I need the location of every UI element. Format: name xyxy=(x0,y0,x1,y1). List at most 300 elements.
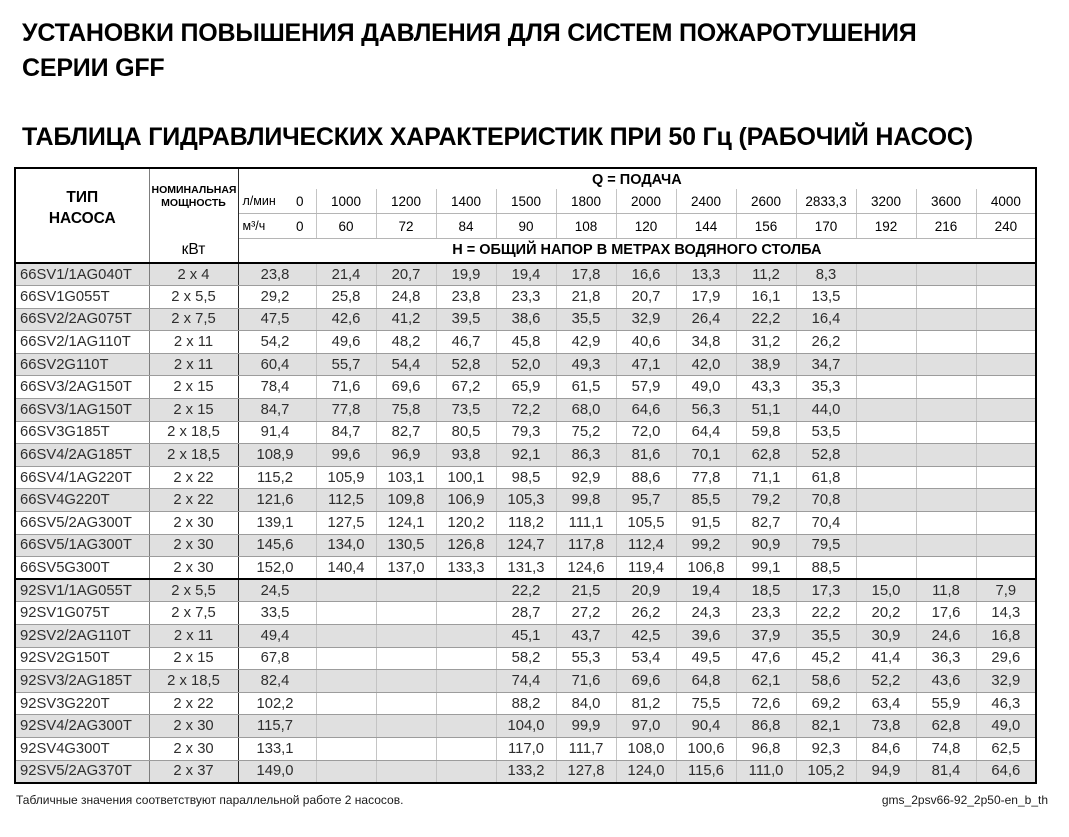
pump-type-cell: 92SV4G300T xyxy=(15,737,149,760)
head-value-cell: 119,4 xyxy=(616,557,676,580)
head-value-cell xyxy=(976,286,1036,309)
head-value-cell: 105,9 xyxy=(316,466,376,489)
head-value-cell: 106,9 xyxy=(436,489,496,512)
head-value-cell: 73,5 xyxy=(436,399,496,422)
head-value-cell: 37,9 xyxy=(736,625,796,648)
head-value-cell xyxy=(916,376,976,399)
head-value-cell: 149,0 xyxy=(238,760,316,783)
head-value-cell: 41,4 xyxy=(856,647,916,670)
head-value-cell: 58,6 xyxy=(796,670,856,693)
head-value-cell xyxy=(376,760,436,783)
table-row xyxy=(15,625,1036,648)
head-value-cell: 85,5 xyxy=(676,489,736,512)
pump-type-cell: 92SV2/2AG110T xyxy=(15,625,149,648)
head-value-cell xyxy=(856,444,916,467)
head-value-cell: 53,5 xyxy=(796,421,856,444)
table-row xyxy=(15,692,1036,715)
head-value-cell: 84,6 xyxy=(856,737,916,760)
head-value-cell xyxy=(976,557,1036,580)
head-value-cell: 60,4 xyxy=(238,353,316,376)
head-value-cell xyxy=(916,308,976,331)
head-value-cell: 70,8 xyxy=(796,489,856,512)
head-value-cell: 21,8 xyxy=(556,286,616,309)
head-value-cell: 54,2 xyxy=(238,331,316,354)
head-value-cell xyxy=(376,692,436,715)
table-row xyxy=(15,308,1036,331)
head-value-cell: 11,8 xyxy=(916,579,976,602)
head-value-cell: 90,4 xyxy=(676,715,736,738)
head-value-cell: 127,8 xyxy=(556,760,616,783)
head-value-cell: 58,2 xyxy=(496,647,556,670)
head-value-cell xyxy=(976,308,1036,331)
head-value-cell xyxy=(916,444,976,467)
head-value-cell: 8,3 xyxy=(796,263,856,286)
head-value-cell: 115,7 xyxy=(238,715,316,738)
head-value-cell: 61,8 xyxy=(796,466,856,489)
head-value-cell: 62,1 xyxy=(736,670,796,693)
head-value-cell: 55,9 xyxy=(916,692,976,715)
head-value-cell: 70,4 xyxy=(796,512,856,535)
flow-lmin-value: 1800 xyxy=(556,189,616,214)
pump-type-cell: 66SV2/2AG075T xyxy=(15,308,149,331)
table-row xyxy=(15,331,1036,354)
head-value-cell: 62,8 xyxy=(736,444,796,467)
head-value-cell: 118,2 xyxy=(496,512,556,535)
head-value-cell: 47,5 xyxy=(238,308,316,331)
head-value-cell: 84,7 xyxy=(238,399,316,422)
head-value-cell xyxy=(376,602,436,625)
flow-lmin-value: 2833,3 xyxy=(796,189,856,214)
power-cell: 2 x 11 xyxy=(149,353,238,376)
head-value-cell: 130,5 xyxy=(376,534,436,557)
head-value-cell xyxy=(856,286,916,309)
head-value-cell xyxy=(376,625,436,648)
head-value-cell: 75,5 xyxy=(676,692,736,715)
head-value-cell: 64,8 xyxy=(676,670,736,693)
head-value-cell: 93,8 xyxy=(436,444,496,467)
head-value-cell: 20,9 xyxy=(616,579,676,602)
head-value-cell: 22,2 xyxy=(496,579,556,602)
head-value-cell: 64,6 xyxy=(976,760,1036,783)
head-value-cell xyxy=(856,534,916,557)
head-value-cell xyxy=(976,444,1036,467)
flow-lmin-value: 2000 xyxy=(616,189,676,214)
head-value-cell: 81,2 xyxy=(616,692,676,715)
head-value-cell: 49,0 xyxy=(976,715,1036,738)
head-value-cell: 34,8 xyxy=(676,331,736,354)
head-value-cell: 11,2 xyxy=(736,263,796,286)
head-value-cell: 35,5 xyxy=(796,625,856,648)
page-title xyxy=(22,16,1069,86)
head-value-cell: 52,8 xyxy=(436,353,496,376)
flow-lmin-value: 2400 xyxy=(676,189,736,214)
head-value-cell: 88,5 xyxy=(796,557,856,580)
head-value-cell xyxy=(316,579,376,602)
head-value-cell: 45,2 xyxy=(796,647,856,670)
head-value-cell: 49,5 xyxy=(676,647,736,670)
power-cell: 2 x 37 xyxy=(149,760,238,783)
flow-lmin-value: 1400 xyxy=(436,189,496,214)
head-value-cell: 51,1 xyxy=(736,399,796,422)
flow-lmin-value: 0 xyxy=(295,193,304,209)
head-value-cell: 23,3 xyxy=(736,602,796,625)
head-value-cell: 29,2 xyxy=(238,286,316,309)
head-value-cell: 26,2 xyxy=(796,331,856,354)
head-value-cell xyxy=(856,308,916,331)
head-value-cell: 42,9 xyxy=(556,331,616,354)
head-value-cell: 19,4 xyxy=(676,579,736,602)
head-value-cell xyxy=(436,625,496,648)
table-row xyxy=(15,760,1036,783)
flow-m3h-value: 192 xyxy=(856,214,916,239)
head-value-cell: 59,8 xyxy=(736,421,796,444)
table-row xyxy=(15,579,1036,602)
pump-type-cell: 66SV5G300T xyxy=(15,557,149,580)
doc-code: gms_2psv66-92_2p50-en_b_th xyxy=(881,792,1048,807)
head-value-cell: 48,2 xyxy=(376,331,436,354)
head-value-cell: 108,0 xyxy=(616,737,676,760)
head-value-cell: 79,2 xyxy=(736,489,796,512)
flow-m3h-first-cell xyxy=(238,214,316,239)
pump-type-cell: 66SV1/1AG040T xyxy=(15,263,149,286)
col-header-total-head: Н = ОБЩИЙ НАПОР В МЕТРАХ ВОДЯНОГО СТОЛБА xyxy=(238,238,1036,263)
head-value-cell xyxy=(916,512,976,535)
table-row xyxy=(15,353,1036,376)
head-value-cell: 52,2 xyxy=(856,670,916,693)
head-value-cell: 99,1 xyxy=(736,557,796,580)
head-value-cell: 79,5 xyxy=(796,534,856,557)
head-value-cell: 23,3 xyxy=(496,286,556,309)
head-value-cell: 92,3 xyxy=(796,737,856,760)
head-value-cell: 86,8 xyxy=(736,715,796,738)
head-value-cell: 24,3 xyxy=(676,602,736,625)
head-value-cell: 69,6 xyxy=(616,670,676,693)
head-value-cell: 17,8 xyxy=(556,263,616,286)
head-value-cell: 21,5 xyxy=(556,579,616,602)
head-value-cell xyxy=(316,647,376,670)
head-value-cell: 82,7 xyxy=(376,421,436,444)
power-cell: 2 x 7,5 xyxy=(149,308,238,331)
head-value-cell xyxy=(916,489,976,512)
head-value-cell: 27,2 xyxy=(556,602,616,625)
head-value-cell: 24,6 xyxy=(916,625,976,648)
head-value-cell: 124,6 xyxy=(556,557,616,580)
head-value-cell: 117,8 xyxy=(556,534,616,557)
head-value-cell: 134,0 xyxy=(316,534,376,557)
head-value-cell: 46,3 xyxy=(976,692,1036,715)
head-value-cell: 69,6 xyxy=(376,376,436,399)
power-cell: 2 x 22 xyxy=(149,489,238,512)
head-value-cell: 77,8 xyxy=(316,399,376,422)
head-value-cell: 124,1 xyxy=(376,512,436,535)
head-value-cell xyxy=(316,692,376,715)
head-value-cell: 139,1 xyxy=(238,512,316,535)
head-value-cell: 88,2 xyxy=(496,692,556,715)
head-value-cell: 92,9 xyxy=(556,466,616,489)
head-value-cell: 47,6 xyxy=(736,647,796,670)
head-value-cell: 108,9 xyxy=(238,444,316,467)
table-row xyxy=(15,466,1036,489)
head-value-cell: 102,2 xyxy=(238,692,316,715)
head-value-cell: 95,7 xyxy=(616,489,676,512)
table-row xyxy=(15,444,1036,467)
flow-m3h-value: 84 xyxy=(436,214,496,239)
head-value-cell: 99,2 xyxy=(676,534,736,557)
flow-m3h-value: 120 xyxy=(616,214,676,239)
head-value-cell: 152,0 xyxy=(238,557,316,580)
power-cell: 2 x 11 xyxy=(149,625,238,648)
head-value-cell xyxy=(376,715,436,738)
flow-m3h-value: 60 xyxy=(316,214,376,239)
head-value-cell xyxy=(436,602,496,625)
head-value-cell: 43,6 xyxy=(916,670,976,693)
power-cell: 2 x 15 xyxy=(149,647,238,670)
footnote: Табличные значения соответствуют параллельной работе 2 насосов. xyxy=(16,792,404,807)
head-value-cell xyxy=(976,489,1036,512)
head-value-cell xyxy=(856,512,916,535)
pump-type-cell: 66SV2/1AG110T xyxy=(15,331,149,354)
head-value-cell: 140,4 xyxy=(316,557,376,580)
power-cell: 2 x 5,5 xyxy=(149,579,238,602)
head-value-cell: 53,4 xyxy=(616,647,676,670)
pump-type-cell: 66SV2G110T xyxy=(15,353,149,376)
head-value-cell: 30,9 xyxy=(856,625,916,648)
head-value-cell xyxy=(376,647,436,670)
head-value-cell: 72,6 xyxy=(736,692,796,715)
power-cell: 2 x 5,5 xyxy=(149,286,238,309)
head-value-cell: 63,4 xyxy=(856,692,916,715)
head-value-cell xyxy=(316,625,376,648)
head-value-cell: 96,9 xyxy=(376,444,436,467)
head-value-cell: 112,5 xyxy=(316,489,376,512)
head-value-cell: 103,1 xyxy=(376,466,436,489)
table-row xyxy=(15,376,1036,399)
head-value-cell: 106,8 xyxy=(676,557,736,580)
power-cell: 2 x 4 xyxy=(149,263,238,286)
head-value-cell: 111,7 xyxy=(556,737,616,760)
table-row xyxy=(15,263,1036,286)
head-value-cell: 81,6 xyxy=(616,444,676,467)
head-value-cell xyxy=(856,399,916,422)
head-value-cell: 17,9 xyxy=(676,286,736,309)
head-value-cell: 49,3 xyxy=(556,353,616,376)
head-value-cell: 86,3 xyxy=(556,444,616,467)
head-value-cell xyxy=(976,512,1036,535)
head-value-cell: 7,9 xyxy=(976,579,1036,602)
head-value-cell xyxy=(316,602,376,625)
power-cell: 2 x 30 xyxy=(149,715,238,738)
flow-lmin-value: 1500 xyxy=(496,189,556,214)
head-value-cell: 36,3 xyxy=(916,647,976,670)
flow-lmin-value: 1200 xyxy=(376,189,436,214)
nominal-power-label: НОМИНАЛЬНАЯ МОЩНОСТЬ xyxy=(151,184,237,210)
power-cell: 2 x 18,5 xyxy=(149,444,238,467)
head-value-cell: 16,4 xyxy=(796,308,856,331)
head-value-cell: 73,8 xyxy=(856,715,916,738)
head-value-cell xyxy=(916,331,976,354)
head-value-cell: 91,4 xyxy=(238,421,316,444)
head-value-cell: 17,6 xyxy=(916,602,976,625)
head-value-cell: 100,1 xyxy=(436,466,496,489)
power-cell: 2 x 7,5 xyxy=(149,602,238,625)
head-value-cell: 24,5 xyxy=(238,579,316,602)
head-value-cell: 94,9 xyxy=(856,760,916,783)
power-cell: 2 x 15 xyxy=(149,376,238,399)
head-value-cell: 14,3 xyxy=(976,602,1036,625)
head-value-cell: 23,8 xyxy=(238,263,316,286)
head-value-cell: 88,6 xyxy=(616,466,676,489)
table-row xyxy=(15,399,1036,422)
table-row xyxy=(15,557,1036,580)
power-cell: 2 x 22 xyxy=(149,466,238,489)
head-value-cell: 19,9 xyxy=(436,263,496,286)
pump-type-cell: 66SV5/1AG300T xyxy=(15,534,149,557)
head-value-cell xyxy=(916,421,976,444)
head-value-cell: 79,3 xyxy=(496,421,556,444)
unit-m3h-label: м³/ч xyxy=(242,219,266,234)
page-title-line1: УСТАНОВКИ ПОВЫШЕНИЯ ДАВЛЕНИЯ ДЛЯ СИСТЕМ ПОЖАРОТУШЕНИЯ xyxy=(22,19,917,47)
head-value-cell: 52,0 xyxy=(496,353,556,376)
head-value-cell: 64,6 xyxy=(616,399,676,422)
pump-type-cell: 66SV3/2AG150T xyxy=(15,376,149,399)
head-value-cell xyxy=(436,579,496,602)
head-value-cell: 42,5 xyxy=(616,625,676,648)
head-value-cell: 77,8 xyxy=(676,466,736,489)
head-value-cell: 126,8 xyxy=(436,534,496,557)
head-value-cell: 67,8 xyxy=(238,647,316,670)
flow-lmin-first-cell xyxy=(238,189,316,214)
head-value-cell: 55,7 xyxy=(316,353,376,376)
head-value-cell: 56,3 xyxy=(676,399,736,422)
head-value-cell: 117,0 xyxy=(496,737,556,760)
head-value-cell xyxy=(316,715,376,738)
document-page xyxy=(0,16,1069,837)
table-row xyxy=(15,534,1036,557)
head-value-cell: 111,0 xyxy=(736,760,796,783)
head-value-cell: 71,6 xyxy=(556,670,616,693)
head-value-cell: 112,4 xyxy=(616,534,676,557)
page-title-line2: СЕРИИ GFF xyxy=(22,54,165,82)
head-value-cell: 49,4 xyxy=(238,625,316,648)
head-value-cell xyxy=(316,670,376,693)
head-value-cell: 39,6 xyxy=(676,625,736,648)
head-value-cell xyxy=(916,399,976,422)
head-value-cell xyxy=(436,715,496,738)
head-value-cell: 99,8 xyxy=(556,489,616,512)
head-value-cell: 45,1 xyxy=(496,625,556,648)
head-value-cell: 104,0 xyxy=(496,715,556,738)
pump-type-cell: 66SV4/1AG220T xyxy=(15,466,149,489)
head-value-cell: 82,1 xyxy=(796,715,856,738)
head-value-cell: 72,0 xyxy=(616,421,676,444)
head-value-cell: 145,6 xyxy=(238,534,316,557)
head-value-cell: 75,8 xyxy=(376,399,436,422)
pump-type-label-line2: НАСОСА xyxy=(48,209,116,227)
head-value-cell: 55,3 xyxy=(556,647,616,670)
head-value-cell xyxy=(856,557,916,580)
head-value-cell: 62,8 xyxy=(916,715,976,738)
head-value-cell: 38,6 xyxy=(496,308,556,331)
head-value-cell xyxy=(976,466,1036,489)
head-value-cell: 81,4 xyxy=(916,760,976,783)
head-value-cell: 38,9 xyxy=(736,353,796,376)
head-value-cell: 74,8 xyxy=(916,737,976,760)
flow-m3h-value: 240 xyxy=(976,214,1036,239)
head-value-cell xyxy=(976,534,1036,557)
table-row xyxy=(15,421,1036,444)
head-value-cell: 19,4 xyxy=(496,263,556,286)
head-value-cell: 127,5 xyxy=(316,512,376,535)
head-value-cell: 42,6 xyxy=(316,308,376,331)
head-value-cell: 105,2 xyxy=(796,760,856,783)
flow-lmin-value: 2600 xyxy=(736,189,796,214)
pump-type-cell: 92SV1G075T xyxy=(15,602,149,625)
head-value-cell: 120,2 xyxy=(436,512,496,535)
head-value-cell xyxy=(856,466,916,489)
head-value-cell: 84,0 xyxy=(556,692,616,715)
head-value-cell xyxy=(976,399,1036,422)
pump-type-label-line1: ТИП xyxy=(66,188,99,206)
flow-m3h-value: 170 xyxy=(796,214,856,239)
pump-type-cell: 66SV5/2AG300T xyxy=(15,512,149,535)
head-value-cell: 49,0 xyxy=(676,376,736,399)
head-value-cell: 115,2 xyxy=(238,466,316,489)
pump-type-cell: 66SV3G185T xyxy=(15,421,149,444)
head-value-cell: 78,4 xyxy=(238,376,316,399)
head-value-cell: 82,4 xyxy=(238,670,316,693)
head-value-cell: 15,0 xyxy=(856,579,916,602)
head-value-cell: 115,6 xyxy=(676,760,736,783)
head-value-cell: 29,6 xyxy=(976,647,1036,670)
head-value-cell xyxy=(436,760,496,783)
pump-type-cell: 92SV5/2AG370T xyxy=(15,760,149,783)
head-value-cell: 49,6 xyxy=(316,331,376,354)
head-value-cell xyxy=(436,647,496,670)
power-cell: 2 x 22 xyxy=(149,692,238,715)
col-header-nominal-power xyxy=(149,168,238,263)
footer-row xyxy=(16,793,1048,807)
head-value-cell: 17,3 xyxy=(796,579,856,602)
head-value-cell: 20,7 xyxy=(616,286,676,309)
head-value-cell: 124,7 xyxy=(496,534,556,557)
pump-type-cell: 92SV2G150T xyxy=(15,647,149,670)
head-value-cell xyxy=(976,263,1036,286)
hydraulic-characteristics-table xyxy=(14,167,1037,784)
head-value-cell: 13,3 xyxy=(676,263,736,286)
head-value-cell: 16,1 xyxy=(736,286,796,309)
head-value-cell: 31,2 xyxy=(736,331,796,354)
head-value-cell: 28,7 xyxy=(496,602,556,625)
flow-m3h-value: 216 xyxy=(916,214,976,239)
head-value-cell: 137,0 xyxy=(376,557,436,580)
head-value-cell: 133,2 xyxy=(496,760,556,783)
head-value-cell xyxy=(436,670,496,693)
head-value-cell xyxy=(376,737,436,760)
flow-m3h-value: 108 xyxy=(556,214,616,239)
flow-m3h-value: 156 xyxy=(736,214,796,239)
head-value-cell: 100,6 xyxy=(676,737,736,760)
head-value-cell: 62,5 xyxy=(976,737,1036,760)
pump-type-cell: 92SV4/2AG300T xyxy=(15,715,149,738)
head-value-cell xyxy=(856,421,916,444)
head-value-cell: 43,7 xyxy=(556,625,616,648)
head-value-cell: 71,1 xyxy=(736,466,796,489)
pump-type-cell: 66SV1G055T xyxy=(15,286,149,309)
head-value-cell: 24,8 xyxy=(376,286,436,309)
table-row xyxy=(15,737,1036,760)
head-value-cell: 46,7 xyxy=(436,331,496,354)
head-value-cell: 105,3 xyxy=(496,489,556,512)
